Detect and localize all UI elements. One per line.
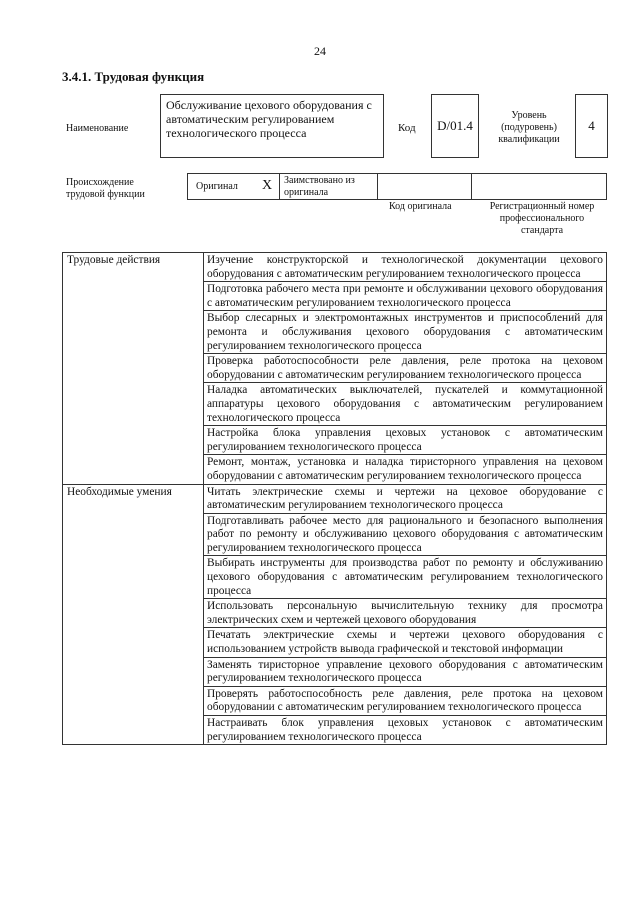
list-item: Печатать электрические схемы и чертежи цехового оборудования с использованием устройств вывода графической и текстовой информации: [204, 628, 607, 657]
code-label: Код: [398, 122, 416, 134]
list-item: Настройка блока управления цеховых установок с автоматическим регулированием технологического процесса: [204, 426, 607, 455]
list-item: Выбор слесарных и электромонтажных инструментов и приспособлений для ремонта и обслуживания цехового оборудования с автоматическим регулированием технологического процесса: [204, 311, 607, 354]
list-item: Изучение конструкторской и технологической документации цехового оборудования с автоматическим регулированием технологического процесса: [204, 253, 607, 282]
origin-label-line-2: трудовой функции: [66, 189, 145, 200]
origin-box: [187, 173, 607, 200]
list-item: Настраивать блок управления цеховых установок с автоматическим регулированием технологического процесса: [204, 716, 607, 745]
reg-label-line-3: стандарта: [520, 225, 564, 236]
level-label: [486, 110, 572, 146]
list-item: Проверка работоспособности реле давления, реле протока на цеховом оборудовании с автоматическим регулированием технологического процесса: [204, 354, 607, 383]
origin-label: [66, 177, 145, 201]
origin-label-line-1: Происхождение: [66, 177, 134, 188]
list-item: Подготовка рабочего места при ремонте и обслуживании цехового оборудования с автоматическим регулированием технологического процесса: [204, 282, 607, 311]
original-label: Оригинал: [196, 181, 238, 192]
section-heading: 3.4.1. Трудовая функция: [62, 69, 205, 84]
function-table: [62, 252, 607, 745]
borrowed-label: [284, 175, 355, 199]
table-row: [63, 484, 607, 513]
table-row: [63, 253, 607, 282]
list-item: Читать электрические схемы и чертежи на цеховое оборудование с автоматическим регулированием технологического процесса: [204, 484, 607, 513]
list-item: Ремонт, монтаж, установка и наладка тиристорного управления на цеховом оборудовании с автоматическим регулированием технологического процесса: [204, 455, 607, 484]
level-label-line-3: квалификации: [498, 134, 560, 145]
function-name-box: Обслуживание цехового оборудования с автоматическим регулированием технологического процесса: [160, 94, 384, 158]
borrowed-label-line-2: оригинала: [284, 187, 329, 198]
level-label-line-1: Уровень: [511, 110, 547, 121]
function-code-box: D/01.4: [431, 94, 479, 158]
page-number: 24: [314, 44, 326, 58]
code-original-cell: [378, 174, 472, 199]
reg-label-line-1: Регистрационный номер: [489, 201, 595, 212]
borrowed-cell: [280, 174, 378, 199]
reg-label-line-2: профессионального: [499, 213, 585, 224]
original-cell: [188, 174, 280, 199]
reg-number-label: [478, 201, 606, 237]
section-title: Необходимые умения: [63, 484, 204, 745]
list-item: Наладка автоматических выключателей, пускателей и коммутационной аппаратуры цехового оборудования с автоматическим регулированием технологического процесса: [204, 383, 607, 426]
level-value-box: 4: [575, 94, 608, 158]
function-table-body: [63, 253, 607, 745]
level-label-line-2: (подуровень): [501, 122, 557, 133]
list-item: Использовать персональную вычислительную технику для просмотра электрических схем и чертежей цехового оборудования: [204, 599, 607, 628]
list-item: Проверять работоспособность реле давления, реле протока на цеховом оборудовании с автоматическим регулированием технологического процесса: [204, 686, 607, 715]
list-item: Заменять тиристорное управление цехового оборудования с автоматическим регулированием технологического процесса: [204, 657, 607, 686]
section-title: Трудовые действия: [63, 253, 204, 485]
original-mark: X: [262, 178, 273, 193]
name-label: Наименование: [66, 123, 129, 134]
list-item: Подготавливать рабочее место для рационального и безопасного выполнения работ по ремонту и обслуживанию цехового оборудования с автоматическим регулированием технологического процесса: [204, 513, 607, 556]
list-item: Выбирать инструменты для производства работ по ремонту и обслуживанию цехового оборудования с автоматическим регулированием технологического процесса: [204, 556, 607, 599]
borrowed-label-line-1: Заимствовано из: [284, 175, 355, 186]
code-original-label: Код оригинала: [389, 201, 452, 212]
